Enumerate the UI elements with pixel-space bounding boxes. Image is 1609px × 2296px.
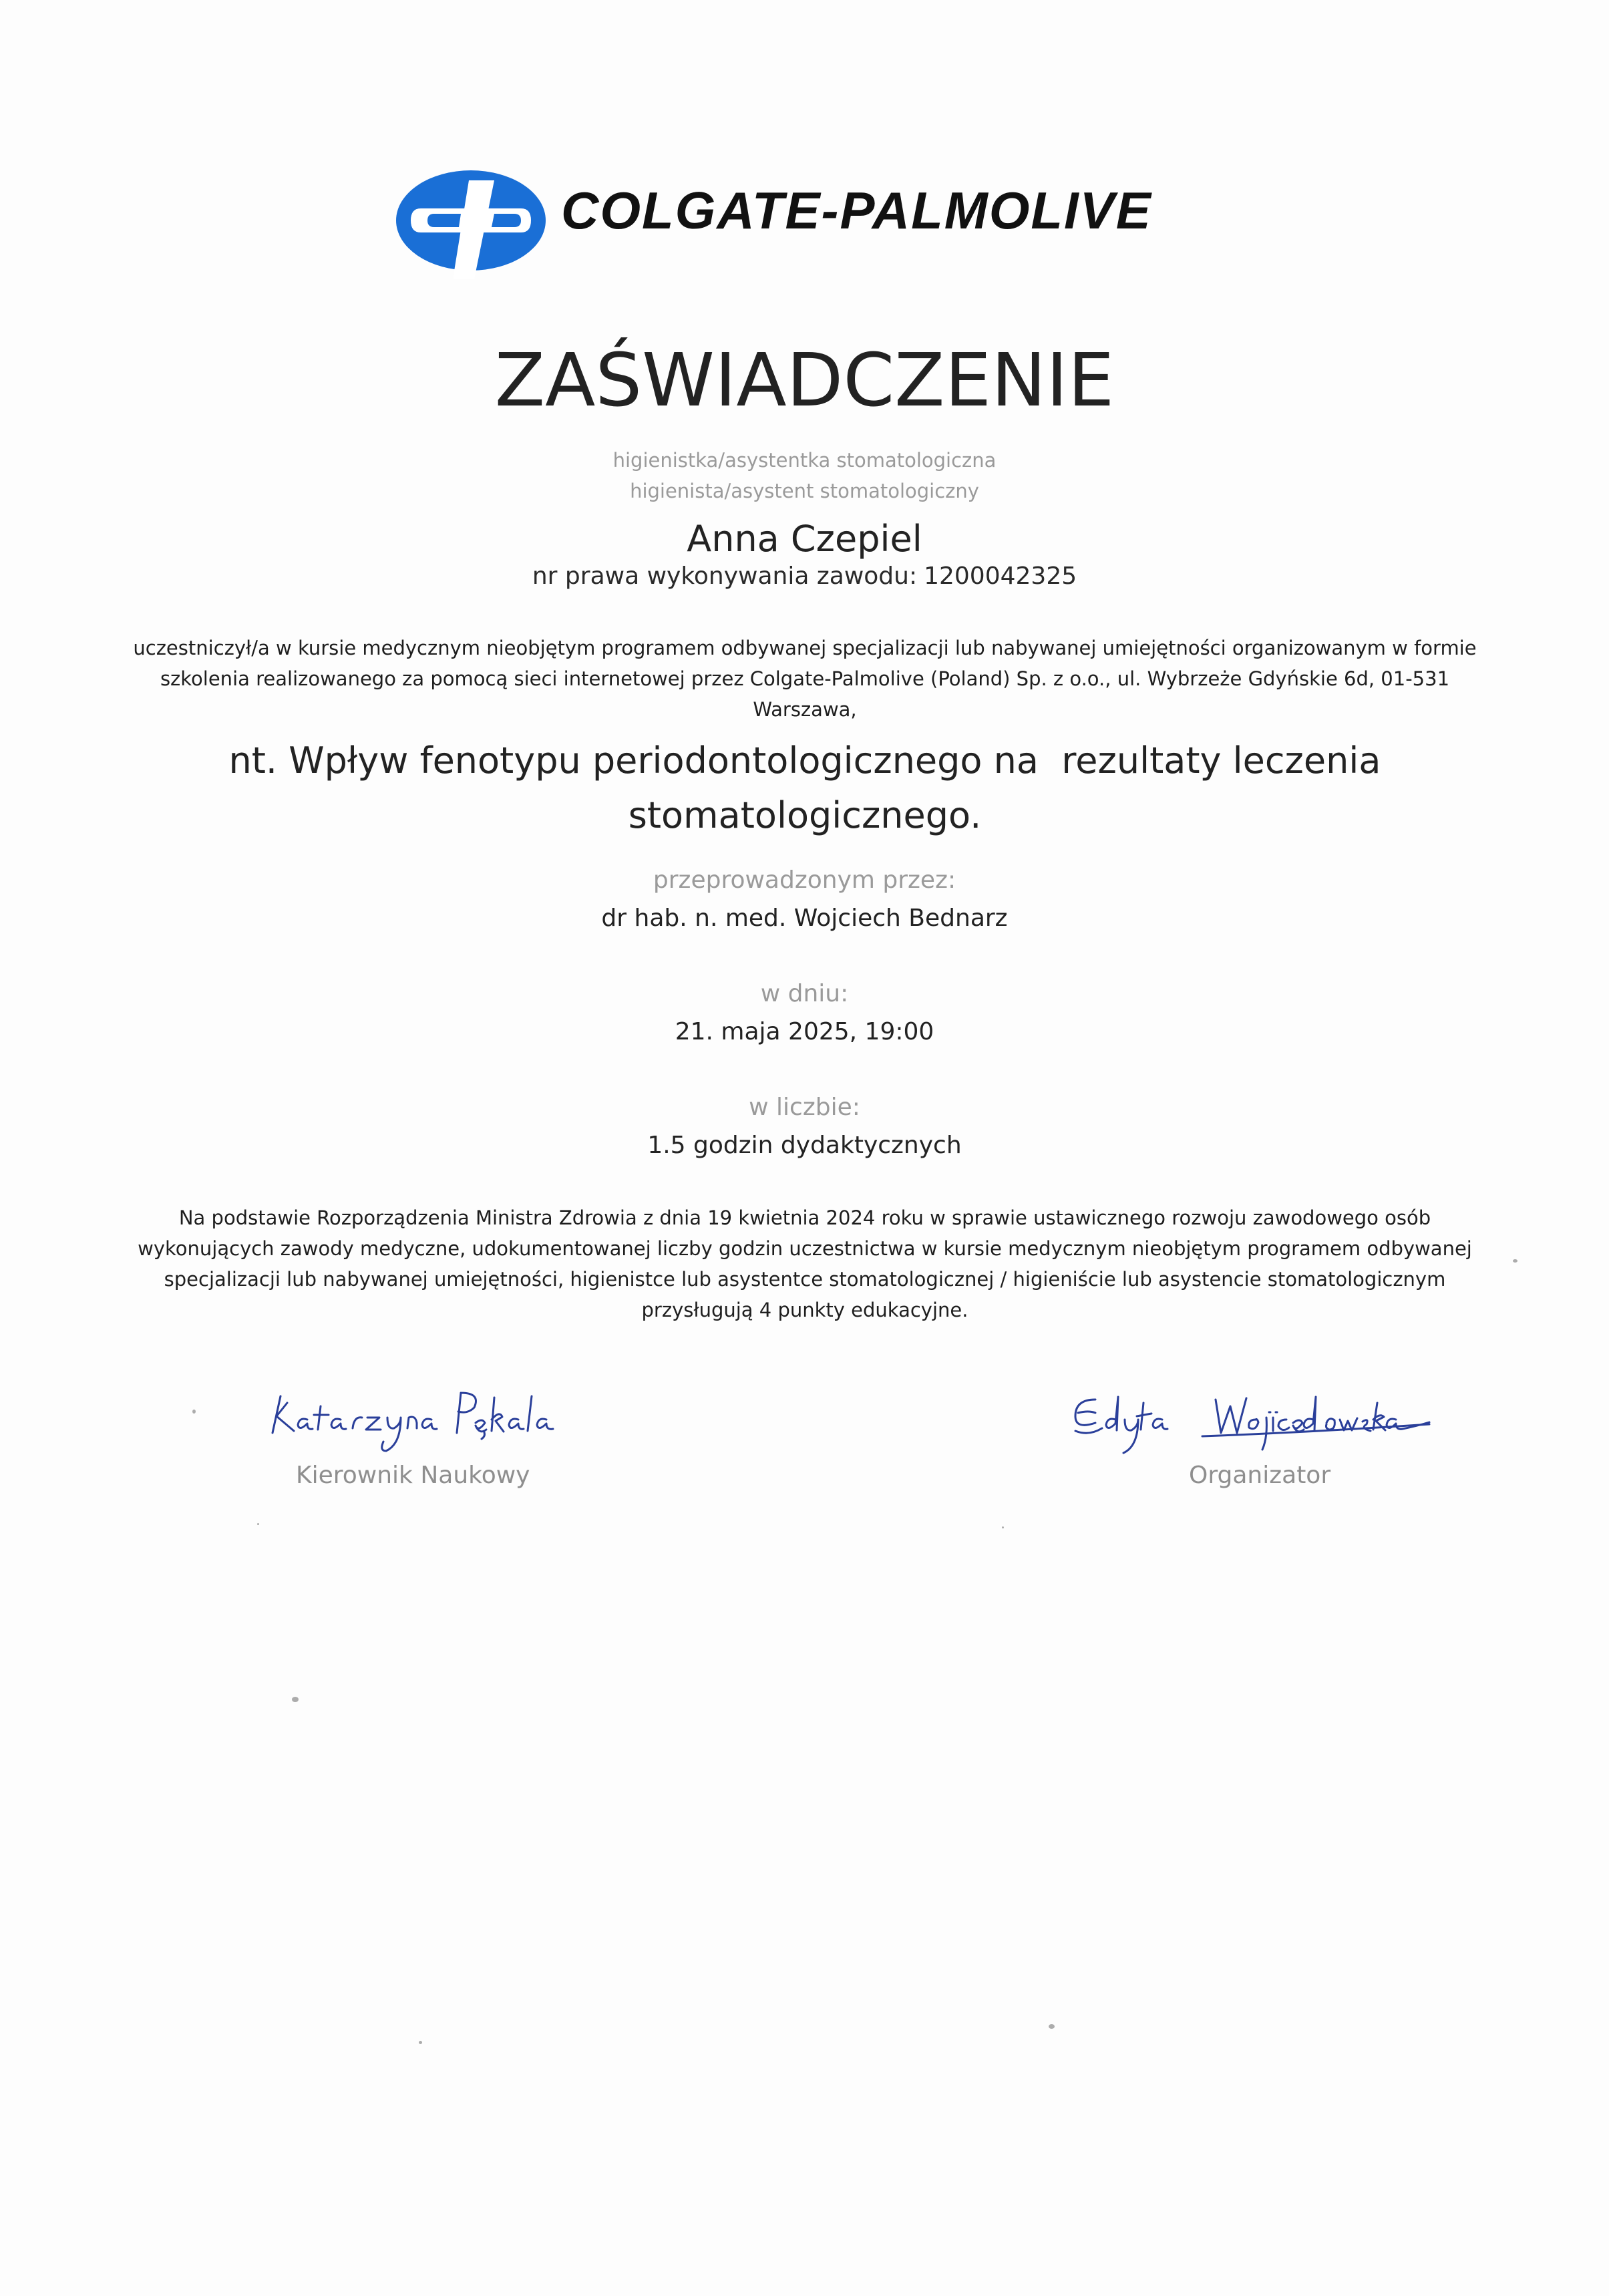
colgate-palmolive-logo-icon <box>394 167 548 281</box>
role-male: higienista/asystent stomatologiczny <box>630 480 979 502</box>
signature-right-label: Organizator <box>1189 1462 1331 1489</box>
signature-left <box>267 1383 561 1456</box>
date-value: 21. maja 2025, 19:00 <box>675 1018 934 1045</box>
hours-value: 1.5 godzin dydaktycznych <box>647 1132 962 1159</box>
scan-speck <box>292 1697 299 1702</box>
legal-note: Na podstawie Rozporządzenia Ministra Zdrowia z dnia 19 kwietnia 2024 roku w sprawie ustawicznego rozwoju zawodowego osób wykonujących zawody medyczne, udokumentowanej liczby godzin uczestnictwa w kursie medycznym nieobjętym programem odbywanej specjalizacji lub nabywanej umiejętności, higienistce lub asystentce stomatologicznej / higieniście lub asystencie stomatologicznym przysługują 4 punkty edukacyjne. <box>138 1206 1472 1321</box>
scan-speck <box>1002 1526 1004 1528</box>
hours-label: w liczbie: <box>749 1094 860 1121</box>
document-title: ZAŚWIADCZENIE <box>494 337 1115 423</box>
licence-number: 1200042325 <box>924 562 1077 590</box>
course-topic <box>200 733 1409 843</box>
participant-name: Anna Czepiel <box>687 518 922 560</box>
participation-description: uczestniczył/a w kursie medycznym nieobjętym programem odbywanej specjalizacji lub nabywanej umiejętności organizowanym w formie szkolenia realizowanego za pomocą sieci internetowej przez Colgate-Palmolive (Poland) Sp. z o.o., ul. Wybrzeże Gdyńskie 6d, 01-531 Warszawa, <box>133 637 1477 721</box>
conducted-by-value: dr hab. n. med. Wojciech Bednarz <box>601 905 1008 932</box>
course-topic-line-1: nt. Wpływ fenotypu periodontologicznego na rezultaty leczenia <box>228 740 1381 782</box>
company-logo <box>394 167 1236 281</box>
signature-left-label: Kierownik Naukowy <box>296 1462 530 1489</box>
date-label: w dniu: <box>760 980 849 1007</box>
course-topic-line-2: stomatologicznego. <box>628 794 982 836</box>
conducted-by-label: przeprowadzonym przez: <box>653 866 956 894</box>
licence-line <box>0 562 1609 590</box>
scan-speck <box>192 1410 196 1414</box>
scan-speck <box>419 2041 422 2044</box>
scan-speck <box>257 1523 259 1525</box>
licence-label: nr prawa wykonywania zawodu: <box>532 562 918 590</box>
company-name: COLGATE-PALMOLIVE <box>561 181 1152 240</box>
role-female: higienistka/asystentka stomatologiczna <box>612 449 997 472</box>
signature-right <box>1069 1383 1443 1456</box>
scan-speck <box>1513 1259 1517 1263</box>
scan-speck <box>1049 2024 1055 2029</box>
